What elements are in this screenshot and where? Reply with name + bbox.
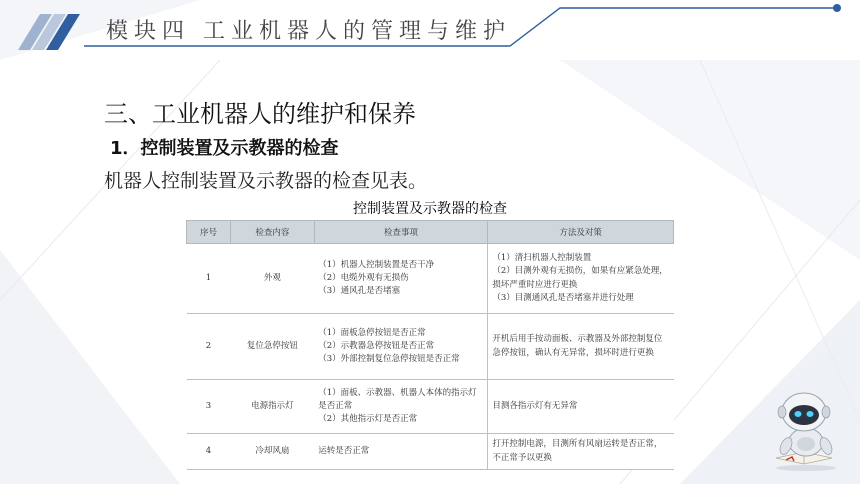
item-line: （2）电缆外观有无损伤 [318, 272, 409, 283]
method-line: （1）清扫机器人控制装置 [492, 253, 592, 264]
row-no: 4 [187, 434, 231, 470]
method-line: （3）目测通风孔是否堵塞并进行处理 [492, 292, 634, 303]
row-methods [488, 314, 674, 380]
row-methods [488, 434, 674, 470]
row-items [314, 434, 488, 470]
row-no: 3 [187, 380, 231, 434]
item-line: （2）其他指示灯是否正常 [318, 414, 418, 425]
table-row [187, 434, 674, 470]
item-line: 运转是否正常 [318, 445, 370, 456]
item-line: （2）示教器急停按钮是否正常 [318, 340, 435, 351]
method-line: 目测各指示灯有无异常 [492, 400, 578, 411]
row-methods [488, 380, 674, 434]
table-caption [0, 198, 860, 218]
intro-text: 机器人控制装置及示教器的检查见表。 [104, 170, 428, 192]
item-line: （1）面板、示教器、机器人本体的指示灯是否正常 [318, 387, 477, 411]
header-title: 模块四 工业机器人的管理与维护 [106, 19, 511, 44]
table-row [187, 244, 674, 314]
subsection-title: 1．控制装置及示教器的检查 [110, 138, 339, 159]
row-items [314, 380, 488, 434]
item-line: （1）机器人控制装置是否干净 [318, 259, 435, 270]
method-line: 打开控制电源，目测所有风扇运转是否正常，不正常予以更换 [492, 439, 663, 463]
inspection-table [186, 220, 674, 470]
item-line: （3）通风孔是否堵塞 [318, 286, 401, 297]
row-content: 外观 [230, 244, 314, 314]
row-methods [488, 244, 674, 314]
row-no: 2 [187, 314, 231, 380]
table-header-row [187, 221, 674, 244]
header-methods: 方法及对策 [488, 221, 674, 244]
header-no: 序号 [187, 221, 231, 244]
row-items [314, 244, 488, 314]
row-content: 电源指示灯 [230, 380, 314, 434]
method-line: 开机后用手按动面板、示教器及外部控制复位急停按钮，确认有无异常，损坏时进行更换 [492, 334, 663, 358]
table-row [187, 380, 674, 434]
row-content: 复位急停按钮 [230, 314, 314, 380]
table-row [187, 314, 674, 380]
method-line: （2）目测外观有无损伤，如果有应紧急处理，损坏严重时应进行更换 [492, 266, 668, 290]
row-items [314, 314, 488, 380]
item-line: （3）外部控制复位急停按钮是否正常 [318, 354, 460, 365]
item-line: （1）面板急停按钮是否正常 [318, 327, 426, 338]
robot-mascot-icon [766, 388, 844, 472]
row-no: 1 [187, 244, 231, 314]
row-content: 冷却风扇 [230, 434, 314, 470]
header-items: 检查事项 [314, 221, 488, 244]
section-title: 三、工业机器人的维护和保养 [104, 100, 416, 128]
table-caption-text: 控制装置及示教器的检查 [353, 201, 507, 217]
header-content: 检查内容 [230, 221, 314, 244]
